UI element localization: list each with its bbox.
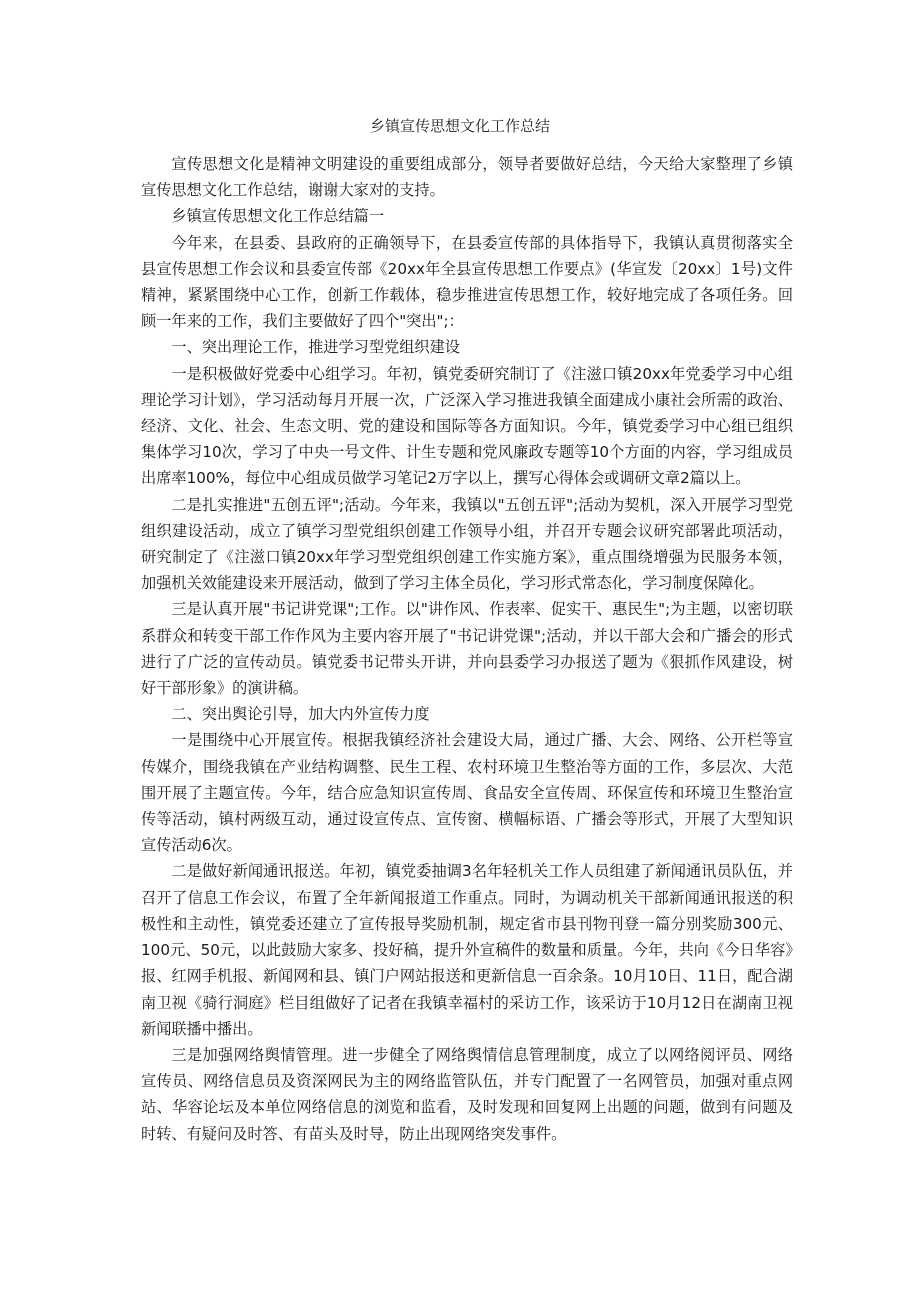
paragraph-study-group: 一是积极做好党委中心组学习。年初，镇党委研究制订了《注滋口镇20xx年党委学习中心组理论学习计划》，学习活动每月开展一次，广泛深入学习推进我镇全面建成小康社会所需的政治、经济、文化、社会、生态文明、党的建设和国际等各方面知识。今年，镇党委学习中心组已组织集体学习10次，学习了中央一号文件、计生专题和党风廉政专题等10个方面的内容，学习组成员出席率100%，每位中心组成员做学习笔记2万字以上，撰写心得体会或调研文章2篇以上。 bbox=[141, 364, 793, 488]
document-title: 乡镇宣传思想文化工作总结 bbox=[369, 117, 550, 135]
paragraph-heading-one: 一、突出理论工作，推进学习型党组织建设 bbox=[171, 338, 460, 357]
paragraph-five-creates: 二是扎实推进"五创五评";活动。今年来，我镇以"五创五评";活动为契机，深入开展学习型党组织建设活动，成立了镇学习型党组织创建工作领导小组，并召开专题会议研究部署此项活动，研究制定了《注滋口镇20xx年学习型党组织创建工作实施方案》，重点围绕增强为民服务本领，加强机关效能建设来开展活动，做到了学习主体全员化，学习形式常态化，学习制度保障化。 bbox=[141, 495, 793, 593]
paragraph-section-heading: 乡镇宣传思想文化工作总结篇一 bbox=[171, 207, 385, 226]
paragraph-heading-two: 二、突出舆论引导，加大内外宣传力度 bbox=[171, 705, 430, 724]
paragraph-overview: 今年来，在县委、县政府的正确领导下，在县委宣传部的具体指导下，我镇认真贯彻落实全县宣传思想工作会议和县委宣传部《20xx年全县宣传思想工作要点》(华宣发〔20xx〕1号)文件精神，紧紧围绕中心工作，创新工作载体，稳步推进宣传思想工作，较好地完成了各项任务。回顾一年来的工作，我们主要做好了四个"突出";： bbox=[141, 233, 793, 331]
document-body bbox=[141, 151, 793, 1147]
paragraph-party-lecture: 三是认真开展"书记讲党课";工作。以"讲作风、作表率、促实干、惠民生";为主题，以密切联系群众和转变干部工作作风为主要内容开展了"书记讲党课";活动，并以干部大会和广播会的形式进行了广泛的宣传动员。镇党委书记带头开讲，并向县委学习办报送了题为《狠抓作风建设，树好干部形象》的演讲稿。 bbox=[141, 600, 793, 698]
paragraph-central-publicity: 一是围绕中心开展宣传。根据我镇经济社会建设大局，通过广播、大会、网络、公开栏等宣传媒介，围绕我镇在产业结构调整、民生工程、农村环境卫生整治等方面的工作，多层次、大范围开展了主题宣传。今年，结合应急知识宣传周、食品安全宣传周、环保宣传和环境卫生整治宣传等活动，镇村两级互动，通过设宣传点、宣传窗、横幅标语、广播会等形式，开展了大型知识宣传活动6次。 bbox=[141, 731, 793, 855]
paragraph-network-opinion: 三是加强网络舆情管理。进一步健全了网络舆情信息管理制度，成立了以网络阅评员、网络宣传员、网络信息员及资深网民为主的网络监管队伍，并专门配置了一名网管员，加强对重点网站、华容论坛及本单位网络信息的浏览和监看，及时发现和回复网上出题的问题，做到有问题及时转、有疑问及时答、有苗头及时导，防止出现网络突发事件。 bbox=[141, 1045, 793, 1143]
paragraph-intro: 宣传思想文化是精神文明建设的重要组成部分，领导者要做好总结，今天给大家整理了乡镇宣传思想文化工作总结，谢谢大家对的支持。 bbox=[141, 155, 793, 200]
paragraph-news-reporting: 二是做好新闻通讯报送。年初，镇党委抽调3名年轻机关工作人员组建了新闻通讯员队伍，并召开了信息工作会议，布置了全年新闻报道工作重点。同时，为调动机关干部新闻通讯报送的积极性和主动性，镇党委还建立了宣传报导奖励机制，规定省市县刊物刊登一篇分别奖励300元、100元、50元，以此鼓励大家多、投好稿，提升外宣稿件的数量和质量。今年，共向《今日华容》报、红网手机报、新闻网和县、镇门户网站报送和更新信息一百余条。10月10日、11日，配合湖南卫视《骑行洞庭》栏目组做好了记者在我镇幸福村的采访工作，该采访于10月12日在湖南卫视新闻联播中播出。 bbox=[141, 862, 793, 1038]
